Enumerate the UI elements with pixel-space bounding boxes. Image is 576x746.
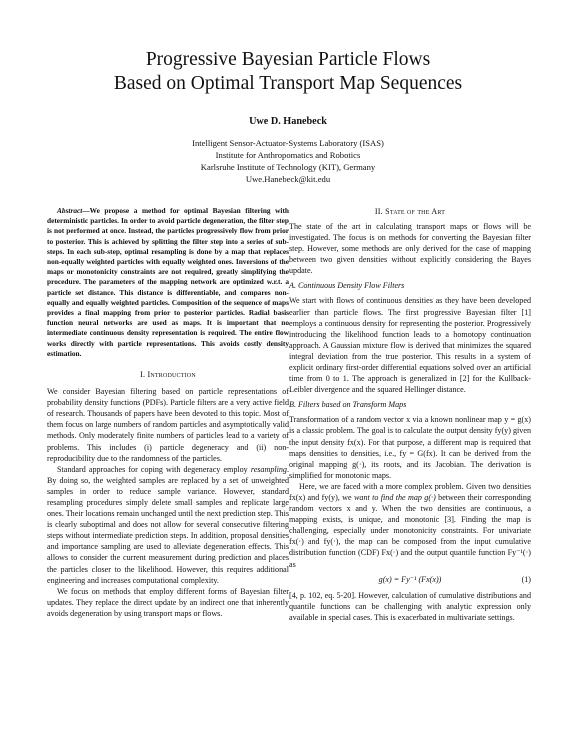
affiliation-lab: Intelligent Sensor-Actuator-Systems Laboratory (ISAS) <box>192 138 384 148</box>
subsection-a-paragraph: We start with flows of continuous densities as they have been developed earlier than particle flows. The first progressive Bayesian filter [1] employs a continuous density for representing the posterior. Progressively introducing the likelihood function leads to a homotopy continuation approach. A Gaussian mixture flow is derived that minimizes the squared integral deviation from the true posterior. This results in a system of explicit ordinary first-order differential equations solved over an artificial time from 0 to 1. The approach is generalized in [2] for the Kullback-Leibler divergence and the squared Hellinger distance. <box>289 296 531 395</box>
sub-b-p2-text-b: between their corresponding random vectors x and y. When the two densities are continuous, a mapping exists, is unique, and monotonic [3]. Finding the map is challenging, especially under monotonicity constraints. For univariate fx(·) and fy(·), the map can be composed from the input cumulative distribution function (CDF) Fx(·) and the output quantile function Fy⁻¹(·) as <box>289 492 531 569</box>
subsection-heading-b: B. Filters based on Transform Maps <box>289 400 407 410</box>
affiliation-university: Karlsruhe Institute of Technology (KIT), Germany <box>200 162 376 172</box>
paper-title <box>40 48 536 96</box>
abstract-label: Abstract <box>57 206 83 215</box>
intro-p2-text-a: Standard approaches for coping with degeneracy employ <box>57 464 251 474</box>
intro-p2-italic: resampling <box>250 464 287 474</box>
affiliation-institute: Institute for Anthropomatics and Robotics <box>215 150 361 160</box>
section-heading-introduction: I. Introduction <box>140 370 196 380</box>
intro-p2-text-b: . By doing so, the weighted samples are replaced by a set of unweighted samples in order to reduce sample variance. However, standard resampling procedures simply delete small samples and replicate large ones. Their locations remain unchanged until the next prediction step. This is clearly suboptimal and does not allow for several consecutive filtering steps without intermediate prediction steps. In addition, proposal densities and importance sampling are used to alleviate degeneration effects. This allows to consider the current measurement during prediction and places the particles closer to the likelihood. However, this requires additional engineering and increases computational complexity. <box>47 464 290 585</box>
author-email: Uwe.Hanebeck@kit.edu <box>245 174 331 184</box>
equation-1 <box>289 574 531 586</box>
subsection-heading-a: A. Continuous Density Flow Filters <box>289 281 405 291</box>
equation-1-number: (1) <box>521 574 531 584</box>
subsection-b-paragraph-3: [4, p. 102, eq. 5-20]. However, calculation of cumulative distributions and quantile functions can be challenging with analytic expression only available in special cases. This is exacerbated in multivariate settings. <box>289 590 531 622</box>
subsection-b-paragraph-2 <box>289 481 531 570</box>
sub-b-p2-italic: want to find the map g(·) <box>354 492 436 502</box>
sub-b-p2-text-a: Here, we are faced with a more complex problem. Given two densities fx(x) and fy(y), we <box>289 481 531 502</box>
right-column <box>289 206 531 623</box>
equation-1-body: g(x) = Fy⁻¹ (Fx(x)) <box>378 574 442 584</box>
title-line-1: Progressive Bayesian Particle Flows <box>145 49 431 70</box>
section-heading-state-of-art: II. State of the Art <box>374 207 446 216</box>
affiliation-block <box>0 137 576 185</box>
intro-paragraph-3: We focus on methods that employ different forms of Bayesian filter updates. They replace the direct update by an indirect one that inherently avoids degeneration by using transport maps or flows. <box>47 586 289 618</box>
author-name: Uwe D. Hanebeck <box>249 116 327 127</box>
title-line-2: Based on Optimal Transport Map Sequences <box>113 73 463 94</box>
abstract-text: —We propose a method for optimal Bayesian filtering with deterministic particles. In order to avoid particle degeneration, the filter step is not performed at once. Instead, the particles progressively flow from prior to posterior. This is achieved by splitting the filter step into a series of sub-steps. In each sub-step, optimal resampling is done by a map that replaces non-equally weighted particles with equally weighted ones. Inversions of the maps or monotonicity constraints are not required, greatly simplifying the procedure. The parameters of the mapping network are optimized w.r.t. a particle set distance. This distance is differentiable, and compares non-equally and equally weighted particles. Composition of the sequence of maps provides a final mapping from prior to posterior particles. Radial basis function neural networks are used as maps. It is important that no intermediate continuous density representation is required. The entire flow works directly with particle representations. This avoids costly density estimation. <box>47 206 289 358</box>
intro-paragraph-1: We consider Bayesian filtering based on particle representations of probability density functions (PDFs). Particle filters are a very active field of research. Thousands of papers have been devoted to this topic. Most of them focus on large numbers of random particles and asymptotically valid methods. Only moderately finite numbers of particles lead to a variety of problems. This includes (i) particle degeneracy and (ii) non-reproducibility due to the randomness of the particles. <box>47 387 289 463</box>
intro-paragraph-2 <box>47 464 289 586</box>
sota-paragraph-1: The state of the art in calculating transport maps or flows will be investigated. The focus is on methods for converting the Bayesian filter step. However, some methods are only derived for the case of mapping between two given densities without explicitly considering the Bayes update. <box>289 222 531 276</box>
subsection-b-paragraph-1: Transformation of a random vector x via a known nonlinear map y = g(x) is a classic problem. The goal is to calculate the output density fy(y) given the input density fx(x). For that purpose, a different map is required that maps densities to densities, i.e., fy = G(fx). It can be derived from the original mapping g(·), its roots, and its Jacobian. The derivation is simplified for monotonic maps. <box>289 415 531 480</box>
abstract <box>47 206 289 359</box>
left-column <box>47 206 289 619</box>
